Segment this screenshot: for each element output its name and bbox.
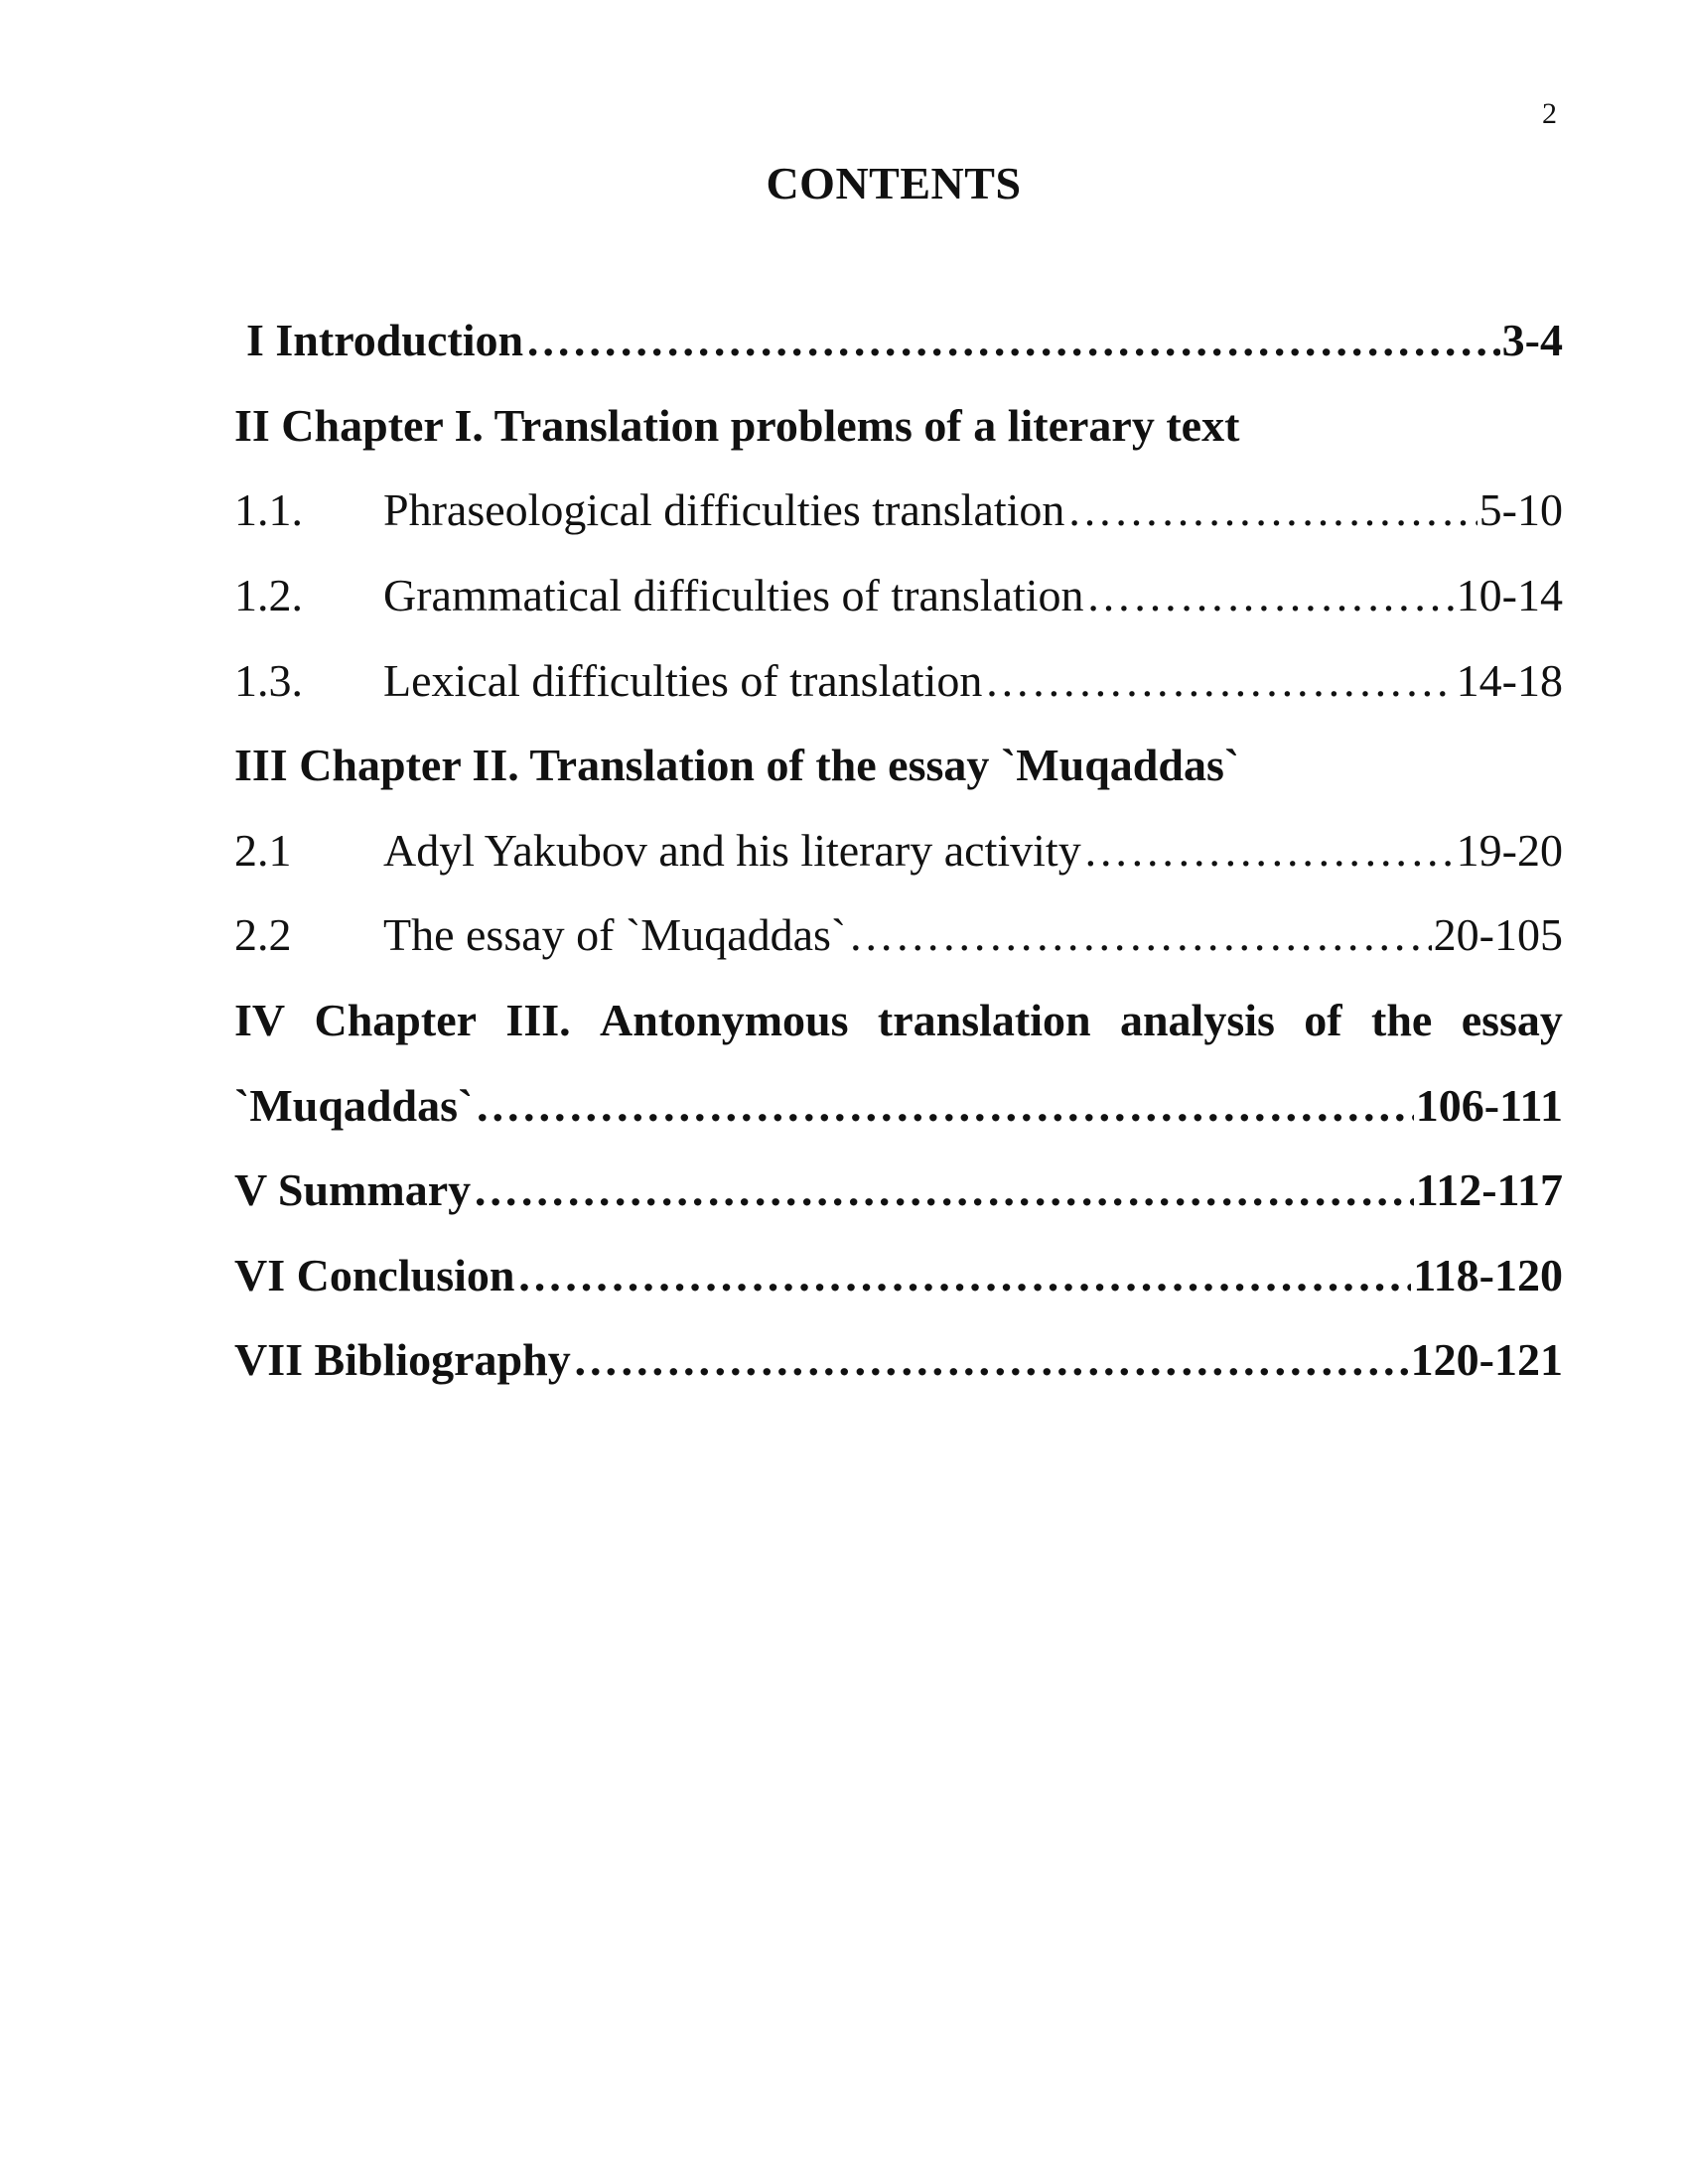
heading-word: essay [1461,995,1563,1046]
heading-word: III. [505,995,571,1046]
toc-entry-summary [234,1148,1563,1233]
heading-word: analysis [1119,995,1275,1046]
toc-entry-label: `Muqaddas` [234,1079,474,1131]
heading-word: translation [877,995,1091,1046]
heading-word: Chapter [314,995,478,1046]
section-number: 2.2 [234,909,292,961]
toc-entry-label: V Summary [234,1164,472,1216]
toc-entry-1-1 [234,468,1563,553]
toc-chapter-heading [234,723,1563,808]
toc-entry-pages: 112-117 [1415,1164,1563,1216]
toc-entry-label: Phraseological difficulties translation [383,484,1065,536]
toc-entry-pages: 106-111 [1415,1079,1563,1131]
toc-entry-conclusion [234,1233,1563,1318]
table-of-contents [234,298,1563,1403]
toc-chapter-heading-justified [234,978,1563,1063]
toc-entry-label: Grammatical difficulties of translation [383,570,1084,621]
heading-word: the [1371,995,1433,1046]
toc-entry-bibliography [234,1317,1563,1403]
dot-leader [475,1079,1413,1132]
dot-leader [984,654,1454,707]
toc-entry-label: The essay of `Muqaddas` [383,909,847,961]
toc-entry-2-1 [234,808,1563,893]
toc-entry-label: VII Bibliography [234,1334,571,1386]
toc-entry-label: Lexical difficulties of translation [383,654,983,706]
toc-entry-pages: 120-121 [1410,1334,1563,1386]
page-title: CONTENTS [766,158,1022,208]
toc-entry-pages: 118-120 [1413,1249,1563,1300]
toc-entry-2-2 [234,892,1563,978]
dot-leader [516,1249,1411,1301]
page-number: 2 [1542,97,1557,130]
dot-leader [525,314,1500,366]
dot-leader [1086,569,1455,621]
toc-entry-pages: 14-18 [1456,654,1563,706]
toc-entry-label: II Chapter I. Translation problems of a literary text [234,399,1240,451]
section-number: 2.1 [234,824,292,876]
section-number: 1.2. [234,570,303,621]
toc-chapter-heading [234,383,1563,469]
heading-word: Antonymous [600,995,849,1046]
dot-leader [1083,824,1455,877]
section-number: 1.3. [234,654,303,706]
toc-entry-pages: 3-4 [1501,315,1563,366]
dot-leader [848,908,1431,961]
toc-entry-label: VI Conclusion [234,1249,515,1300]
toc-entry-pages: 10-14 [1456,570,1563,621]
toc-entry-label: I Introduction [246,315,524,366]
toc-entry-introduction [234,298,1563,383]
dot-leader [473,1163,1414,1216]
toc-entry-pages: 19-20 [1456,824,1563,876]
dot-leader [1066,483,1477,536]
dot-leader [573,1333,1409,1386]
toc-entry-label: III Chapter II. Translation of the essay `Muqaddas` [234,740,1240,791]
toc-entry-label: Adyl Yakubov and his literary activity [383,824,1081,876]
heading-word: IV [234,995,286,1046]
toc-entry-pages: 20-105 [1433,909,1563,961]
toc-entry-chapter3-continuation [234,1062,1563,1148]
toc-entry-pages: 5-10 [1478,484,1563,536]
heading-word: of [1304,995,1342,1046]
toc-entry-1-2 [234,553,1563,638]
toc-entry-1-3 [234,637,1563,723]
section-number: 1.1. [234,484,303,536]
